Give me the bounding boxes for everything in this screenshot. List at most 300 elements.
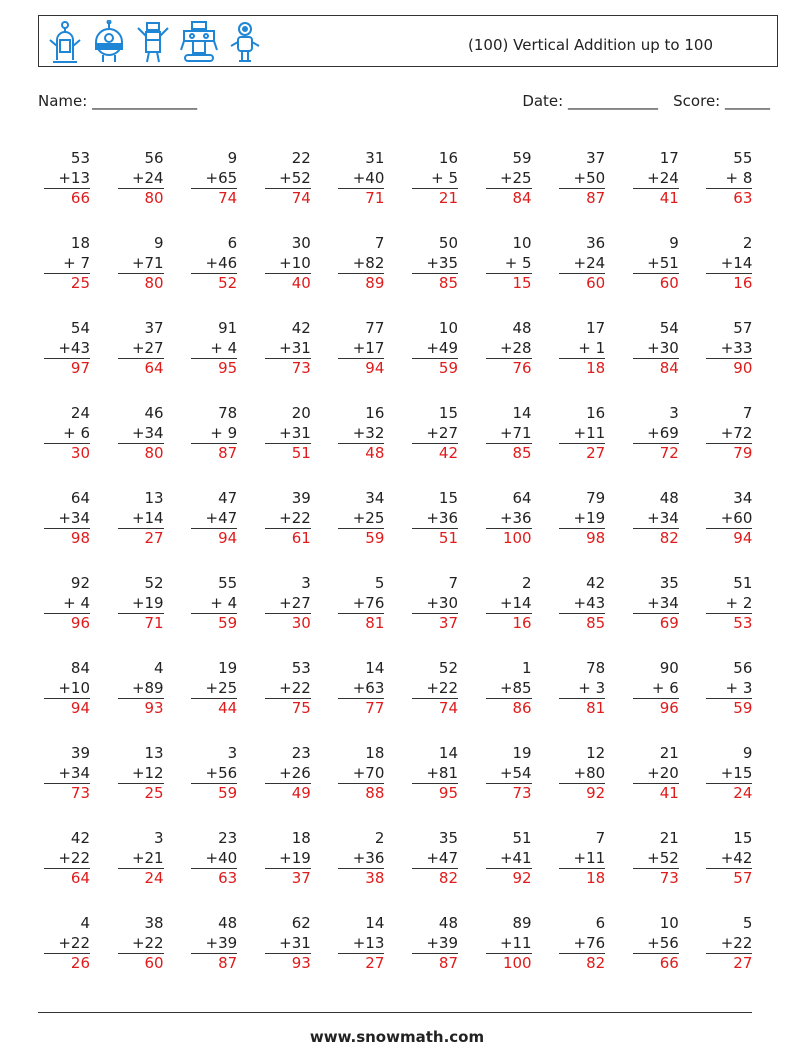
addend-bottom: +69 <box>633 424 679 445</box>
answer: 84 <box>659 359 679 377</box>
answer: 82 <box>659 529 679 547</box>
problem-item <box>412 234 458 294</box>
addend-bottom: + 3 <box>559 679 605 700</box>
addend-bottom: +28 <box>486 339 532 360</box>
problem-item <box>44 149 90 209</box>
addend-top: 50 <box>438 234 458 252</box>
answer: 89 <box>365 274 385 292</box>
addend-bottom: +21 <box>118 849 164 870</box>
answer: 59 <box>218 614 238 632</box>
addend-top: 2 <box>742 234 753 252</box>
problem-item <box>486 914 532 974</box>
addend-bottom: +43 <box>44 339 90 360</box>
addend-top: 5 <box>742 914 753 932</box>
name-field: Name: ______________ <box>38 92 198 110</box>
addend-top: 17 <box>586 319 606 337</box>
addend-bottom: +31 <box>265 339 311 360</box>
answer: 93 <box>291 954 311 972</box>
answer: 96 <box>659 699 679 717</box>
addend-top: 52 <box>144 574 164 592</box>
addend-top: 54 <box>659 319 679 337</box>
addend-top: 10 <box>512 234 532 252</box>
addend-bottom: +56 <box>633 934 679 955</box>
problem-item <box>118 914 164 974</box>
addend-bottom: +82 <box>338 254 384 275</box>
problem-item <box>412 659 458 719</box>
addend-bottom: +11 <box>559 849 605 870</box>
addend-top: 34 <box>733 489 753 507</box>
problem-item <box>118 574 164 634</box>
problem-item <box>633 319 679 379</box>
answer: 52 <box>218 274 238 292</box>
answer: 64 <box>70 869 90 887</box>
addend-top: 7 <box>595 829 606 847</box>
addend-top: 7 <box>448 574 458 592</box>
answer: 98 <box>70 529 90 547</box>
answer: 42 <box>438 444 458 462</box>
answer: 59 <box>365 529 385 547</box>
problem-item <box>338 914 384 974</box>
addend-bottom: +33 <box>706 339 752 360</box>
answer: 87 <box>438 954 458 972</box>
addend-bottom: +31 <box>265 934 311 955</box>
problem-item <box>412 404 458 464</box>
addend-top: 7 <box>742 404 753 422</box>
addend-top: 48 <box>218 914 238 932</box>
addend-top: 20 <box>291 404 311 422</box>
addend-top: 24 <box>70 404 90 422</box>
addend-bottom: +49 <box>412 339 458 360</box>
problem-item <box>486 149 532 209</box>
addend-top: 10 <box>438 319 458 337</box>
problem-item <box>118 404 164 464</box>
problem-item <box>559 149 605 209</box>
addend-top: 51 <box>512 829 532 847</box>
answer: 92 <box>586 784 606 802</box>
answer: 44 <box>218 699 238 717</box>
problem-item <box>559 744 605 804</box>
answer: 60 <box>659 274 679 292</box>
addend-bottom: + 5 <box>412 169 458 190</box>
problem-item <box>118 659 164 719</box>
problem-item <box>191 659 237 719</box>
problem-item <box>191 319 237 379</box>
addend-top: 15 <box>438 404 458 422</box>
addend-bottom: + 5 <box>486 254 532 275</box>
addend-bottom: +25 <box>191 679 237 700</box>
addend-bottom: +76 <box>338 594 384 615</box>
answer: 37 <box>438 614 458 632</box>
answer: 73 <box>512 784 532 802</box>
addend-bottom: +31 <box>265 424 311 445</box>
addend-bottom: +24 <box>633 169 679 190</box>
problem-item <box>633 744 679 804</box>
problem-item <box>44 659 90 719</box>
addend-top: 1 <box>522 659 532 677</box>
addend-bottom: +36 <box>486 509 532 530</box>
answer: 100 <box>502 529 532 547</box>
problem-item <box>706 914 752 974</box>
answer: 73 <box>70 784 90 802</box>
date-field: Date: ____________ <box>522 92 658 110</box>
answer: 51 <box>291 444 311 462</box>
answer: 87 <box>586 189 606 207</box>
problem-item <box>265 234 311 294</box>
addend-bottom: + 4 <box>191 339 237 360</box>
addend-top: 14 <box>438 744 458 762</box>
addend-top: 12 <box>586 744 606 762</box>
addend-bottom: +14 <box>118 509 164 530</box>
addend-top: 47 <box>218 489 238 507</box>
problem-item <box>486 234 532 294</box>
addend-bottom: + 3 <box>706 679 752 700</box>
addend-top: 92 <box>70 574 90 592</box>
addend-top: 35 <box>438 829 458 847</box>
answer: 96 <box>70 614 90 632</box>
addend-bottom: +50 <box>559 169 605 190</box>
addend-top: 38 <box>144 914 164 932</box>
addend-bottom: +81 <box>412 764 458 785</box>
problem-item <box>486 404 532 464</box>
problem-item <box>338 319 384 379</box>
problem-item <box>486 744 532 804</box>
answer: 73 <box>291 359 311 377</box>
addend-bottom: +12 <box>118 764 164 785</box>
problem-item <box>44 404 90 464</box>
problem-item <box>265 659 311 719</box>
addend-top: 39 <box>70 744 90 762</box>
answer: 100 <box>502 954 532 972</box>
addend-top: 48 <box>438 914 458 932</box>
addend-bottom: +13 <box>44 169 90 190</box>
addend-top: 54 <box>70 319 90 337</box>
addend-top: 18 <box>70 234 90 252</box>
footer-divider <box>38 1012 752 1013</box>
problem-item <box>412 914 458 974</box>
problem-item <box>338 234 384 294</box>
answer: 71 <box>144 614 164 632</box>
addend-top: 9 <box>669 234 679 252</box>
answer: 59 <box>438 359 458 377</box>
addend-bottom: +72 <box>706 424 752 445</box>
addend-top: 56 <box>733 659 753 677</box>
answer: 30 <box>70 444 90 462</box>
addend-top: 14 <box>512 404 532 422</box>
addend-top: 13 <box>144 489 164 507</box>
addend-bottom: +71 <box>486 424 532 445</box>
answer: 85 <box>586 614 606 632</box>
score-field: Score: ______ <box>673 92 770 110</box>
addend-bottom: +54 <box>486 764 532 785</box>
answer: 84 <box>512 189 532 207</box>
problem-item <box>559 404 605 464</box>
problem-item <box>706 234 752 294</box>
problem-item <box>265 149 311 209</box>
addend-top: 16 <box>438 149 458 167</box>
addend-top: 34 <box>365 489 385 507</box>
problem-item <box>118 829 164 889</box>
problem-item <box>412 744 458 804</box>
problem-item <box>633 574 679 634</box>
addend-top: 19 <box>218 659 238 677</box>
addend-bottom: + 2 <box>706 594 752 615</box>
answer: 21 <box>438 189 458 207</box>
problem-item <box>191 489 237 549</box>
addend-top: 55 <box>733 149 753 167</box>
addend-bottom: +47 <box>191 509 237 530</box>
problem-item <box>706 319 752 379</box>
addend-top: 16 <box>586 404 606 422</box>
addend-top: 37 <box>586 149 606 167</box>
problem-item <box>338 404 384 464</box>
addend-bottom: +30 <box>633 339 679 360</box>
addend-bottom: +25 <box>338 509 384 530</box>
problem-item <box>191 744 237 804</box>
problem-item <box>44 744 90 804</box>
addend-top: 2 <box>374 829 385 847</box>
answer: 80 <box>144 189 164 207</box>
problem-item <box>706 744 752 804</box>
answer: 25 <box>144 784 164 802</box>
answer: 97 <box>70 359 90 377</box>
answer: 27 <box>365 954 385 972</box>
addend-top: 19 <box>512 744 532 762</box>
addend-top: 78 <box>218 404 238 422</box>
addend-top: 55 <box>218 574 238 592</box>
problem-item <box>412 829 458 889</box>
problem-item <box>44 914 90 974</box>
addend-bottom: +40 <box>191 849 237 870</box>
problem-item <box>118 149 164 209</box>
addend-bottom: + 1 <box>559 339 605 360</box>
answer: 30 <box>291 614 311 632</box>
problem-item <box>706 489 752 549</box>
addend-top: 35 <box>659 574 679 592</box>
answer: 24 <box>733 784 753 802</box>
problem-item <box>706 404 752 464</box>
answer: 86 <box>512 699 532 717</box>
addend-top: 51 <box>733 574 753 592</box>
problem-item <box>412 489 458 549</box>
answer: 85 <box>438 274 458 292</box>
addend-top: 91 <box>218 319 238 337</box>
answer: 15 <box>512 274 532 292</box>
addend-top: 52 <box>438 659 458 677</box>
answer: 69 <box>659 614 679 632</box>
addend-bottom: +56 <box>191 764 237 785</box>
addend-top: 10 <box>659 914 679 932</box>
addend-top: 89 <box>512 914 532 932</box>
problem-item <box>265 489 311 549</box>
problem-item <box>633 914 679 974</box>
problem-item <box>265 574 311 634</box>
answer: 95 <box>218 359 238 377</box>
addend-top: 62 <box>291 914 311 932</box>
addend-top: 77 <box>365 319 385 337</box>
addend-top: 18 <box>365 744 385 762</box>
addend-top: 3 <box>227 744 238 762</box>
problem-item <box>338 489 384 549</box>
worksheet-title: (100) Vertical Addition up to 100 <box>468 36 713 54</box>
answer: 27 <box>144 529 164 547</box>
answer: 63 <box>733 189 753 207</box>
answer: 26 <box>70 954 90 972</box>
addend-top: 21 <box>659 744 679 762</box>
problem-item <box>191 149 237 209</box>
addend-top: 23 <box>291 744 311 762</box>
addend-bottom: +26 <box>265 764 311 785</box>
addend-bottom: + 9 <box>191 424 237 445</box>
problem-item <box>118 744 164 804</box>
problem-item <box>633 829 679 889</box>
addend-top: 6 <box>595 914 606 932</box>
addend-bottom: +40 <box>338 169 384 190</box>
addend-top: 7 <box>374 234 385 252</box>
problem-item <box>559 234 605 294</box>
addend-bottom: +35 <box>412 254 458 275</box>
problem-item <box>338 744 384 804</box>
answer: 27 <box>733 954 753 972</box>
answer: 49 <box>291 784 311 802</box>
problem-item <box>486 829 532 889</box>
problem-item <box>44 489 90 549</box>
problem-item <box>559 574 605 634</box>
addend-bottom: +36 <box>338 849 384 870</box>
problem-item <box>633 149 679 209</box>
addend-bottom: +22 <box>706 934 752 955</box>
addend-top: 39 <box>291 489 311 507</box>
footer-site: www.snowmath.com <box>309 1028 485 1046</box>
addend-bottom: + 6 <box>44 424 90 445</box>
addend-bottom: +19 <box>118 594 164 615</box>
problem-item <box>559 914 605 974</box>
problem-item <box>191 914 237 974</box>
problem-item <box>633 489 679 549</box>
addend-top: 4 <box>154 659 164 677</box>
addend-top: 3 <box>154 829 164 847</box>
addend-top: 37 <box>144 319 164 337</box>
addend-bottom: +14 <box>486 594 532 615</box>
addend-bottom: +15 <box>706 764 752 785</box>
addend-bottom: +76 <box>559 934 605 955</box>
problem-item <box>118 234 164 294</box>
addend-bottom: +27 <box>118 339 164 360</box>
addend-bottom: +34 <box>118 424 164 445</box>
answer: 87 <box>218 954 238 972</box>
addend-top: 13 <box>144 744 164 762</box>
problem-item <box>191 234 237 294</box>
addend-top: 53 <box>70 149 90 167</box>
answer: 16 <box>733 274 753 292</box>
answer: 79 <box>733 444 753 462</box>
addend-bottom: +27 <box>265 594 311 615</box>
answer: 59 <box>733 699 753 717</box>
answer: 82 <box>438 869 458 887</box>
addend-bottom: +22 <box>412 679 458 700</box>
addend-bottom: +11 <box>559 424 605 445</box>
addend-bottom: +24 <box>559 254 605 275</box>
answer: 18 <box>586 359 606 377</box>
problem-item <box>412 149 458 209</box>
answer: 90 <box>733 359 753 377</box>
answer: 66 <box>70 189 90 207</box>
answer: 93 <box>144 699 164 717</box>
problem-item <box>191 404 237 464</box>
answer: 94 <box>733 529 753 547</box>
addend-bottom: +19 <box>265 849 311 870</box>
answer: 74 <box>291 189 311 207</box>
addend-bottom: +11 <box>486 934 532 955</box>
answer: 82 <box>586 954 606 972</box>
addend-top: 3 <box>301 574 311 592</box>
problem-item <box>486 489 532 549</box>
addend-bottom: +14 <box>706 254 752 275</box>
addend-top: 79 <box>586 489 606 507</box>
addend-bottom: +52 <box>265 169 311 190</box>
addend-bottom: +47 <box>412 849 458 870</box>
addend-bottom: +39 <box>191 934 237 955</box>
answer: 59 <box>218 784 238 802</box>
addend-top: 78 <box>586 659 606 677</box>
problem-item <box>559 829 605 889</box>
addend-top: 18 <box>291 829 311 847</box>
problem-item <box>706 659 752 719</box>
answer: 77 <box>365 699 385 717</box>
addend-bottom: +85 <box>486 679 532 700</box>
problem-item <box>486 574 532 634</box>
addend-bottom: +63 <box>338 679 384 700</box>
addend-bottom: +22 <box>118 934 164 955</box>
problem-item <box>265 829 311 889</box>
problem-item <box>706 574 752 634</box>
problem-item <box>265 744 311 804</box>
problem-item <box>486 659 532 719</box>
answer: 48 <box>365 444 385 462</box>
problem-item <box>559 319 605 379</box>
problem-item <box>706 829 752 889</box>
problem-item <box>338 829 384 889</box>
problem-item <box>559 659 605 719</box>
addend-bottom: +34 <box>44 764 90 785</box>
answer: 41 <box>659 784 679 802</box>
answer: 98 <box>586 529 606 547</box>
answer: 16 <box>512 614 532 632</box>
addend-bottom: + 4 <box>44 594 90 615</box>
addend-bottom: +34 <box>44 509 90 530</box>
addend-bottom: +70 <box>338 764 384 785</box>
addend-top: 5 <box>374 574 385 592</box>
addend-bottom: +27 <box>412 424 458 445</box>
addend-bottom: +46 <box>191 254 237 275</box>
addend-bottom: +19 <box>559 509 605 530</box>
answer: 60 <box>586 274 606 292</box>
addend-top: 21 <box>659 829 679 847</box>
addend-bottom: +71 <box>118 254 164 275</box>
answer: 71 <box>365 189 385 207</box>
addend-top: 14 <box>365 659 385 677</box>
addend-top: 59 <box>512 149 532 167</box>
addend-bottom: +65 <box>191 169 237 190</box>
problem-item <box>44 829 90 889</box>
problem-item <box>191 574 237 634</box>
addend-bottom: +36 <box>412 509 458 530</box>
answer: 74 <box>218 189 238 207</box>
addend-top: 64 <box>70 489 90 507</box>
addend-top: 48 <box>659 489 679 507</box>
problem-item <box>486 319 532 379</box>
answer: 94 <box>70 699 90 717</box>
answer: 25 <box>70 274 90 292</box>
